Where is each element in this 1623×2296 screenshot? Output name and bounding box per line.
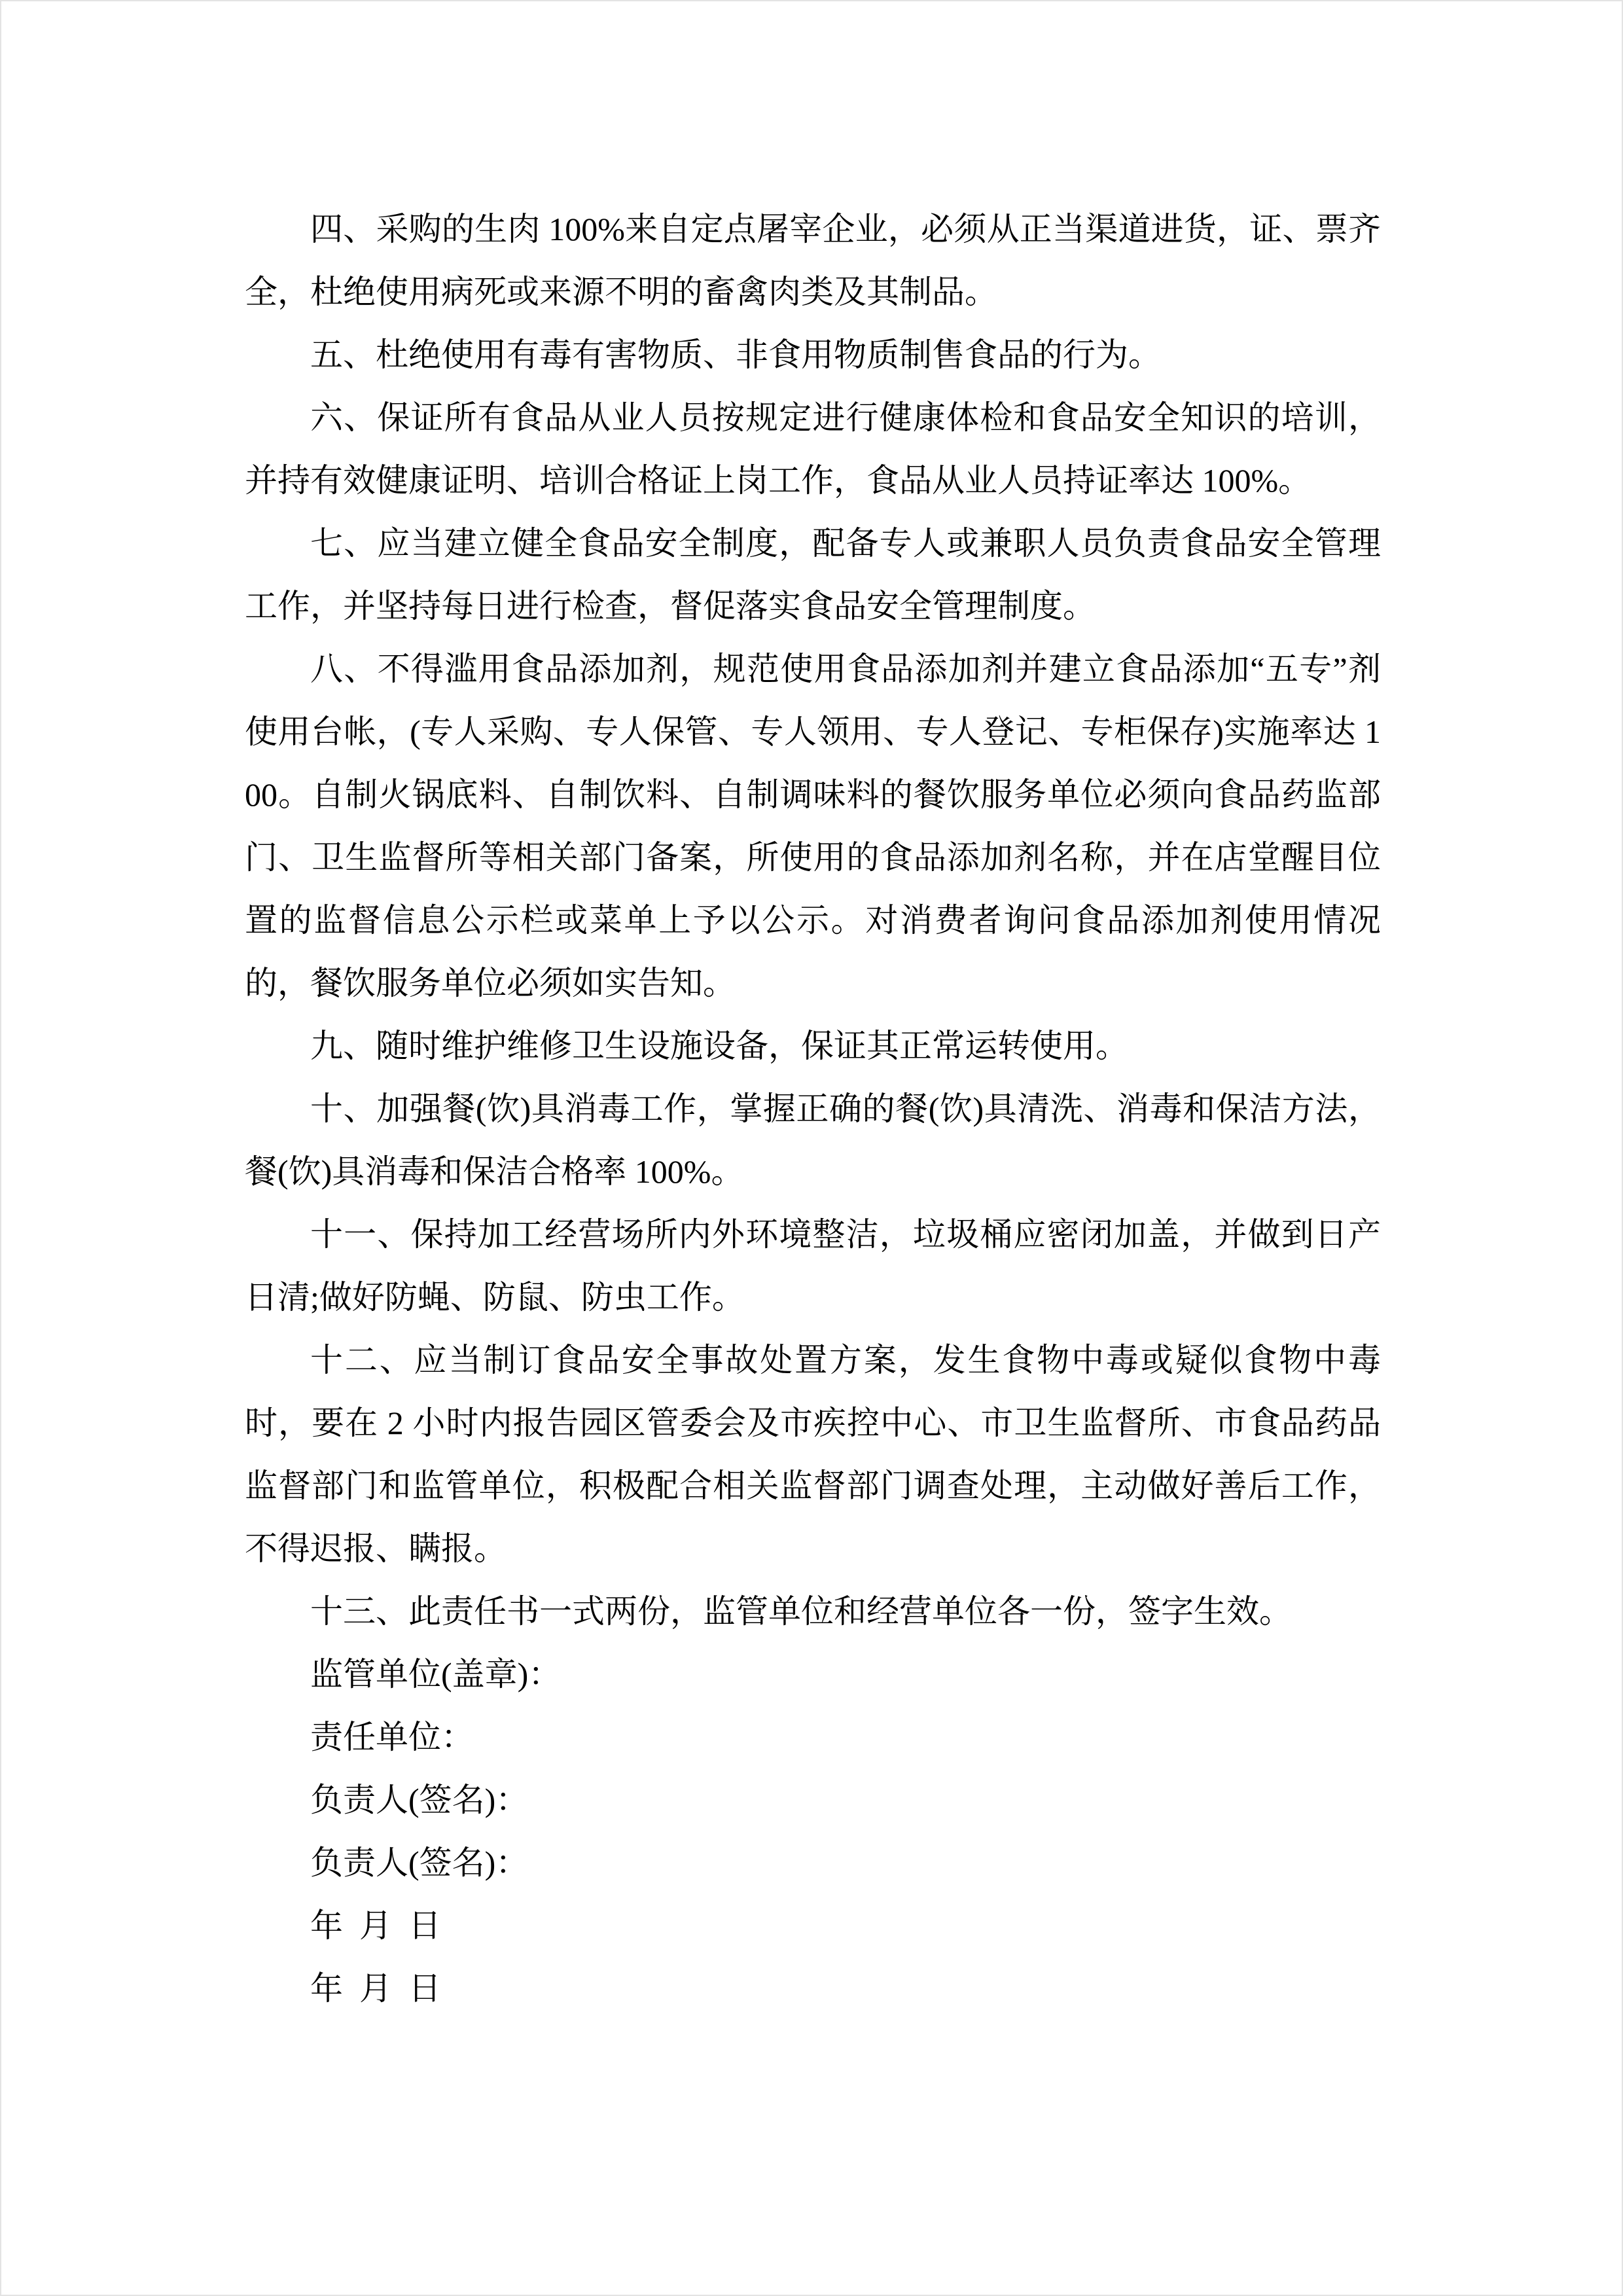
clause-11: 十一、保持加工经营场所内外环境整洁，垃圾桶应密闭加盖，并做到日产日清;做好防蝇、防鼠、防虫工作。 <box>245 1216 1381 1316</box>
clause-6: 六、保证所有食品从业人员按规定进行健康体检和食品安全知识的培训，并持有效健康证明、培训合格证上岗工作，食品从业人员持证率达 100%。 <box>245 399 1381 499</box>
signature-person-1: 负责人(签名)： <box>310 1782 529 1818</box>
clause-13: 十三、此责任书一式两份，监管单位和经营单位各一份，签字生效。 <box>310 1593 1292 1630</box>
clause-9: 九、随时维护维修卫生设施设备，保证其正常运转使用。 <box>310 1028 1128 1064</box>
clause-12: 十二、应当制订食品安全事故处置方案，发生食物中毒或疑似食物中毒时，要在 2 小时内报告园区管委会及市疾控中心、市卫生监督所、市食品药品监督部门和监管单位，积极配合相关监督部门调查处理，主动做好善后工作，不得迟报、瞒报。 <box>245 1342 1381 1567</box>
date-line-2: 年 月 日 <box>310 1970 441 2007</box>
clause-5: 五、杜绝使用有毒有害物质、非食用物质制售食品的行为。 <box>310 336 1161 373</box>
clause-4: 四、采购的生肉 100%来自定点屠宰企业，必须从正当渠道进货，证、票齐全，杜绝使用病死或来源不明的畜禽肉类及其制品。 <box>245 211 1381 310</box>
clause-10: 十、加强餐(饮)具消毒工作，掌握正确的餐(饮)具清洗、消毒和保洁方法，餐(饮)具消毒和保洁合格率 100%。 <box>245 1090 1381 1190</box>
signature-supervision-unit: 监管单位(盖章)： <box>310 1656 562 1693</box>
clause-8: 八、不得滥用食品添加剂，规范使用食品添加剂并建立食品添加“五专”剂使用台帐，(专人采购、专人保管、专人领用、专人登记、专柜保存)实施率达 100。自制火锅底料、自制饮料、自制调味料的餐饮服务单位必须向食品药监部门、卫生监督所等相关部门备案，所使用的食品添加剂名称，并在店堂醒目位置的监督信息公示栏或菜单上予以公示。对消费者询问食品添加剂使用情况的，餐饮服务单位必须如实告知。 <box>245 651 1381 1001</box>
date-line-1: 年 月 日 <box>310 1907 441 1944</box>
signature-person-2: 负责人(签名)： <box>310 1844 529 1881</box>
document-body <box>245 198 1381 2020</box>
signature-responsible-unit: 责任单位： <box>310 1719 474 1755</box>
clause-7: 七、应当建立健全食品安全制度，配备专人或兼职人员负责食品安全管理工作，并坚持每日进行检查，督促落实食品安全管理制度。 <box>245 525 1381 624</box>
